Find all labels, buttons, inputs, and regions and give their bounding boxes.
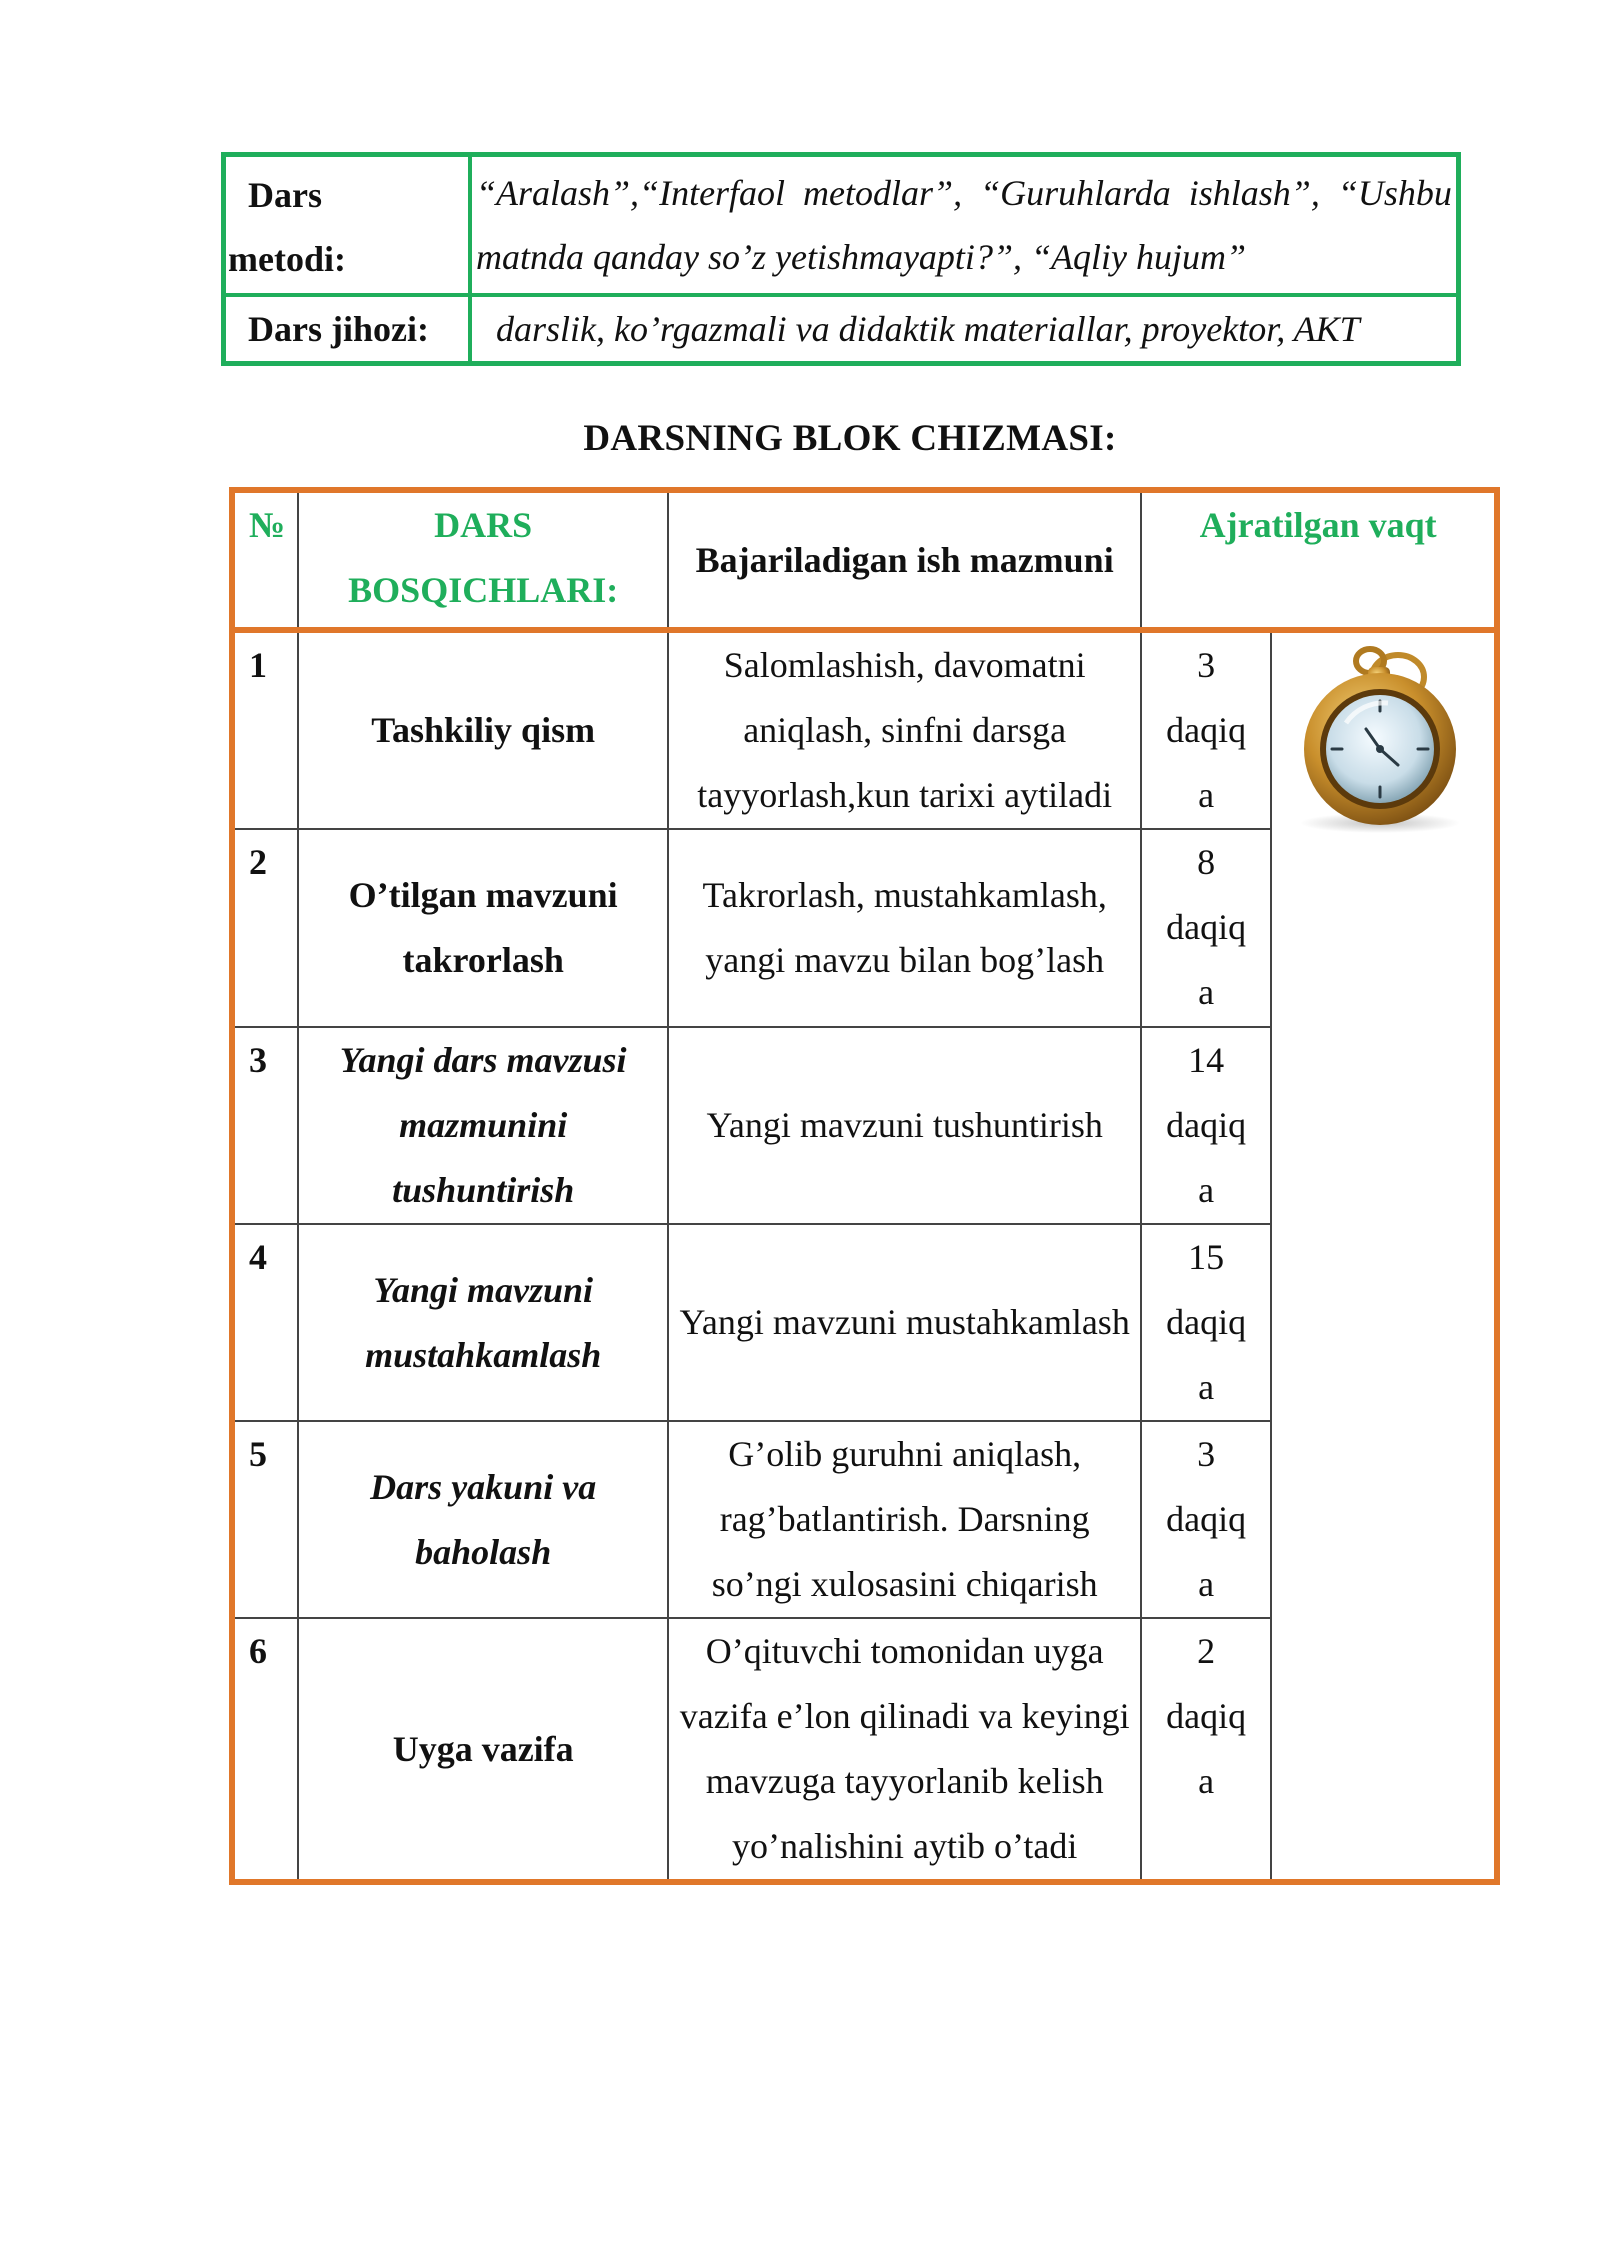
- row-stage: Dars yakuni va baholash: [298, 1421, 668, 1618]
- row-work: Takrorlash, mustahkamlash, yangi mavzu bilan bog’lash: [668, 829, 1141, 1027]
- method-value-line1: “Aralash”,“Interfaol metodlar”, “Guruhlarda ishlash”, “Ushbu: [476, 173, 1452, 213]
- row-time-unit-end: a: [1198, 1367, 1215, 1407]
- row-time-value: 14: [1188, 1040, 1225, 1080]
- row-time-unit-end: a: [1198, 1564, 1215, 1604]
- method-value-line2: matnda qanday so’z yetishmayapti?”, “Aqliy hujum”: [476, 237, 1246, 277]
- row-time-unit: daqiq: [1166, 1302, 1247, 1342]
- row-work: G’olib guruhni aniqlash, rag’batlantirish. Darsning so’ngi xulosasini chiqarish: [668, 1421, 1141, 1618]
- header-stages-line1: DARS: [434, 505, 533, 545]
- row-number: 1: [232, 630, 298, 829]
- method-row: [224, 155, 1459, 296]
- row-work: Yangi mavzuni mustahkamlash: [668, 1224, 1141, 1421]
- pocket-watch-icon: [1288, 637, 1478, 837]
- clock-image-cell: [1271, 630, 1497, 1882]
- method-label: [224, 155, 471, 296]
- equipment-row: [224, 295, 1459, 364]
- method-label-line1: Dars: [248, 175, 322, 215]
- row-time: [1141, 1027, 1271, 1224]
- row-time-value: 15: [1188, 1237, 1225, 1277]
- row-work: Yangi mavzuni tushuntirish: [668, 1027, 1141, 1224]
- row-time-value: 2: [1197, 1631, 1216, 1671]
- header-allotted-time: Ajratilgan vaqt: [1141, 490, 1497, 630]
- header-stages-line2: BOSQICHLARI:: [348, 570, 619, 610]
- row-stage: Uyga vazifa: [298, 1618, 668, 1882]
- row-time-unit: daqiq: [1166, 1499, 1247, 1539]
- row-time-unit: daqiq: [1166, 907, 1247, 947]
- header-number: №: [232, 490, 298, 630]
- row-time: [1141, 630, 1271, 829]
- row-work: Salomlashish, davomatni aniqlash, sinfni darsga tayyorlash,kun tarixi aytiladi: [668, 630, 1141, 829]
- row-time: [1141, 1618, 1271, 1882]
- row-time: [1141, 1421, 1271, 1618]
- row-time-unit: daqiq: [1166, 1105, 1247, 1145]
- row-number: 2: [232, 829, 298, 1027]
- row-time-value: 8: [1197, 842, 1216, 882]
- row-stage: Tashkiliy qism: [298, 630, 668, 829]
- equipment-value: darslik, ko’rgazmali va didaktik materiallar, proyektor, AKT: [470, 295, 1459, 364]
- row-number: 6: [232, 1618, 298, 1882]
- row-number: 4: [232, 1224, 298, 1421]
- row-time-unit-end: a: [1198, 1170, 1215, 1210]
- row-stage: Yangi dars mavzusi mazmunini tushuntirish: [298, 1027, 668, 1224]
- row-time-unit: daqiq: [1166, 1696, 1247, 1736]
- row-time: [1141, 829, 1271, 1027]
- row-number: 5: [232, 1421, 298, 1618]
- row-time-value: 3: [1197, 1434, 1216, 1474]
- table-row: [232, 630, 1497, 829]
- header-stages: [298, 490, 668, 630]
- row-time: [1141, 1224, 1271, 1421]
- lesson-block-schedule-table: [229, 487, 1500, 1885]
- lesson-info-table: [221, 152, 1461, 366]
- method-value: [470, 155, 1459, 296]
- section-title: DARSNING BLOK CHIZMASI:: [583, 418, 1117, 459]
- header-work-content: Bajariladigan ish mazmuni: [668, 490, 1141, 630]
- row-time-unit-end: a: [1198, 775, 1215, 815]
- row-stage: Yangi mavzuni mustahkamlash: [298, 1224, 668, 1421]
- row-time-unit-end: a: [1198, 1761, 1215, 1801]
- row-time-unit: daqiq: [1166, 710, 1247, 750]
- row-stage: O’tilgan mavzuni takrorlash: [298, 829, 668, 1027]
- equipment-label: Dars jihozi:: [224, 295, 471, 364]
- schedule-header-row: [232, 490, 1497, 630]
- method-label-line2: metodi:: [228, 239, 346, 279]
- row-time-value: 3: [1197, 645, 1216, 685]
- row-work: O’qituvchi tomonidan uyga vazifa e’lon qilinadi va keyingi mavzuga tayyorlanib kelish yo’nalishini aytib o’tadi: [668, 1618, 1141, 1882]
- row-number: 3: [232, 1027, 298, 1224]
- row-time-unit-end: a: [1198, 972, 1215, 1012]
